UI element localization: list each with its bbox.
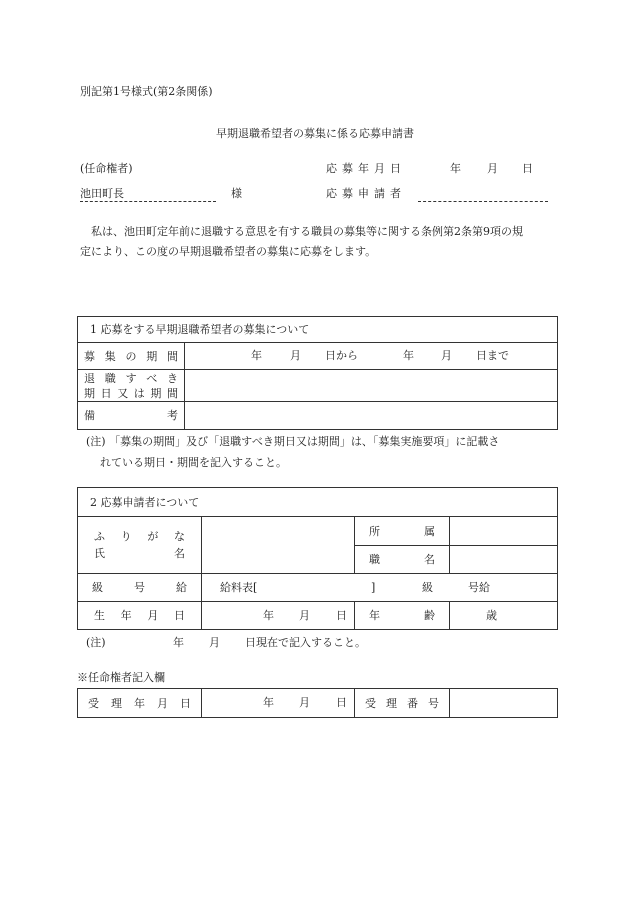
intro-text-line-2: 定により、この度の早期退職希望者の募集に応募をします。: [80, 245, 377, 258]
receipt-day: 日: [336, 696, 347, 709]
receipt-date-value[interactable]: [202, 689, 355, 718]
application-date-year: 年: [450, 162, 461, 175]
retire-label-line-2: 期日又は期間: [84, 386, 178, 400]
age-unit: 歳: [486, 608, 497, 622]
grade-label: 級号給: [78, 574, 202, 602]
section1-header: 1 応募をする早期退職希望者の募集について: [78, 317, 558, 343]
grade-value[interactable]: [202, 574, 558, 602]
applicant-label: 応募申請者: [326, 187, 406, 200]
retire-label: [78, 370, 185, 402]
form-id: 別記第1号様式(第2条関係): [80, 85, 213, 98]
period-month-2: 月: [441, 349, 452, 362]
remarks-label: 備考: [78, 402, 185, 430]
section2-note-month: 月: [209, 636, 220, 649]
period-label: 募集の期間: [78, 343, 185, 370]
applicant-table: [77, 487, 558, 630]
applicant-name-line[interactable]: [418, 201, 548, 202]
receipt-number-value[interactable]: [450, 689, 558, 718]
period-year-1: 年: [251, 349, 262, 362]
furigana-label: ふりがな: [94, 530, 185, 543]
position-value[interactable]: [450, 546, 558, 574]
remarks-value[interactable]: [185, 402, 558, 430]
authority-name: 池田町長: [80, 187, 124, 200]
step-unit: 号給: [468, 580, 490, 594]
salary-table-label: 給料表[: [220, 580, 258, 594]
section3-header: ※任命権者記入欄: [77, 671, 165, 684]
section2-note-year: 年: [173, 636, 184, 649]
section2-note-prefix: (注): [86, 636, 106, 649]
department-label: 所属: [355, 517, 450, 546]
name-label: 氏名: [94, 547, 185, 560]
period-value[interactable]: [185, 343, 558, 370]
authority-label: (任命権者): [80, 162, 133, 175]
period-until: 日まで: [476, 349, 509, 362]
period-year-2: 年: [403, 349, 414, 362]
application-date-month: 月: [487, 162, 498, 175]
name-value[interactable]: [202, 517, 355, 574]
recruitment-table: [77, 316, 558, 430]
receipt-number-label: 受理番号: [355, 689, 450, 718]
period-from: 日から: [325, 349, 358, 362]
salary-table-close: ]: [371, 580, 376, 594]
position-label: 職名: [355, 546, 450, 574]
birth-date-label: 生年月日: [78, 602, 202, 630]
section1-note-line-1: (注) 「募集の期間」及び「退職すべき期日又は期間」は、「募集実施要項」に記載さ: [86, 435, 500, 448]
birth-day: 日: [336, 608, 347, 622]
age-label: 年齢: [355, 602, 450, 630]
period-month-1: 月: [290, 349, 301, 362]
page-title: 早期退職希望者の募集に係る応募申請書: [216, 127, 414, 140]
intro-text-line-1: 私は、池田町定年前に退職する意思を有する職員の募集等に関する条例第2条第9項の規: [91, 225, 523, 238]
furigana-name-label: [78, 517, 202, 574]
birth-date-value[interactable]: [202, 602, 355, 630]
receipt-month: 月: [299, 696, 310, 709]
receipt-table: [77, 688, 558, 718]
authority-name-underline: [80, 201, 216, 202]
section1-note-line-2: れている期日・期間を記入すること。: [100, 456, 287, 469]
receipt-date-label: 受理年月日: [78, 689, 202, 718]
receipt-year: 年: [263, 696, 274, 709]
age-value[interactable]: [450, 602, 558, 630]
section2-note-suffix: 日現在で記入すること。: [245, 636, 366, 649]
section2-header: 2 応募申請者について: [78, 488, 558, 517]
birth-month: 月: [299, 608, 310, 622]
birth-year: 年: [263, 608, 274, 622]
application-date-day: 日: [522, 162, 533, 175]
retire-date-value[interactable]: [185, 370, 558, 402]
grade-unit: 級: [422, 580, 433, 594]
retire-label-line-1: 退職すべき: [84, 371, 178, 385]
department-value[interactable]: [450, 517, 558, 546]
authority-suffix: 様: [231, 187, 242, 200]
application-date-label: 応募年月日: [326, 162, 406, 175]
